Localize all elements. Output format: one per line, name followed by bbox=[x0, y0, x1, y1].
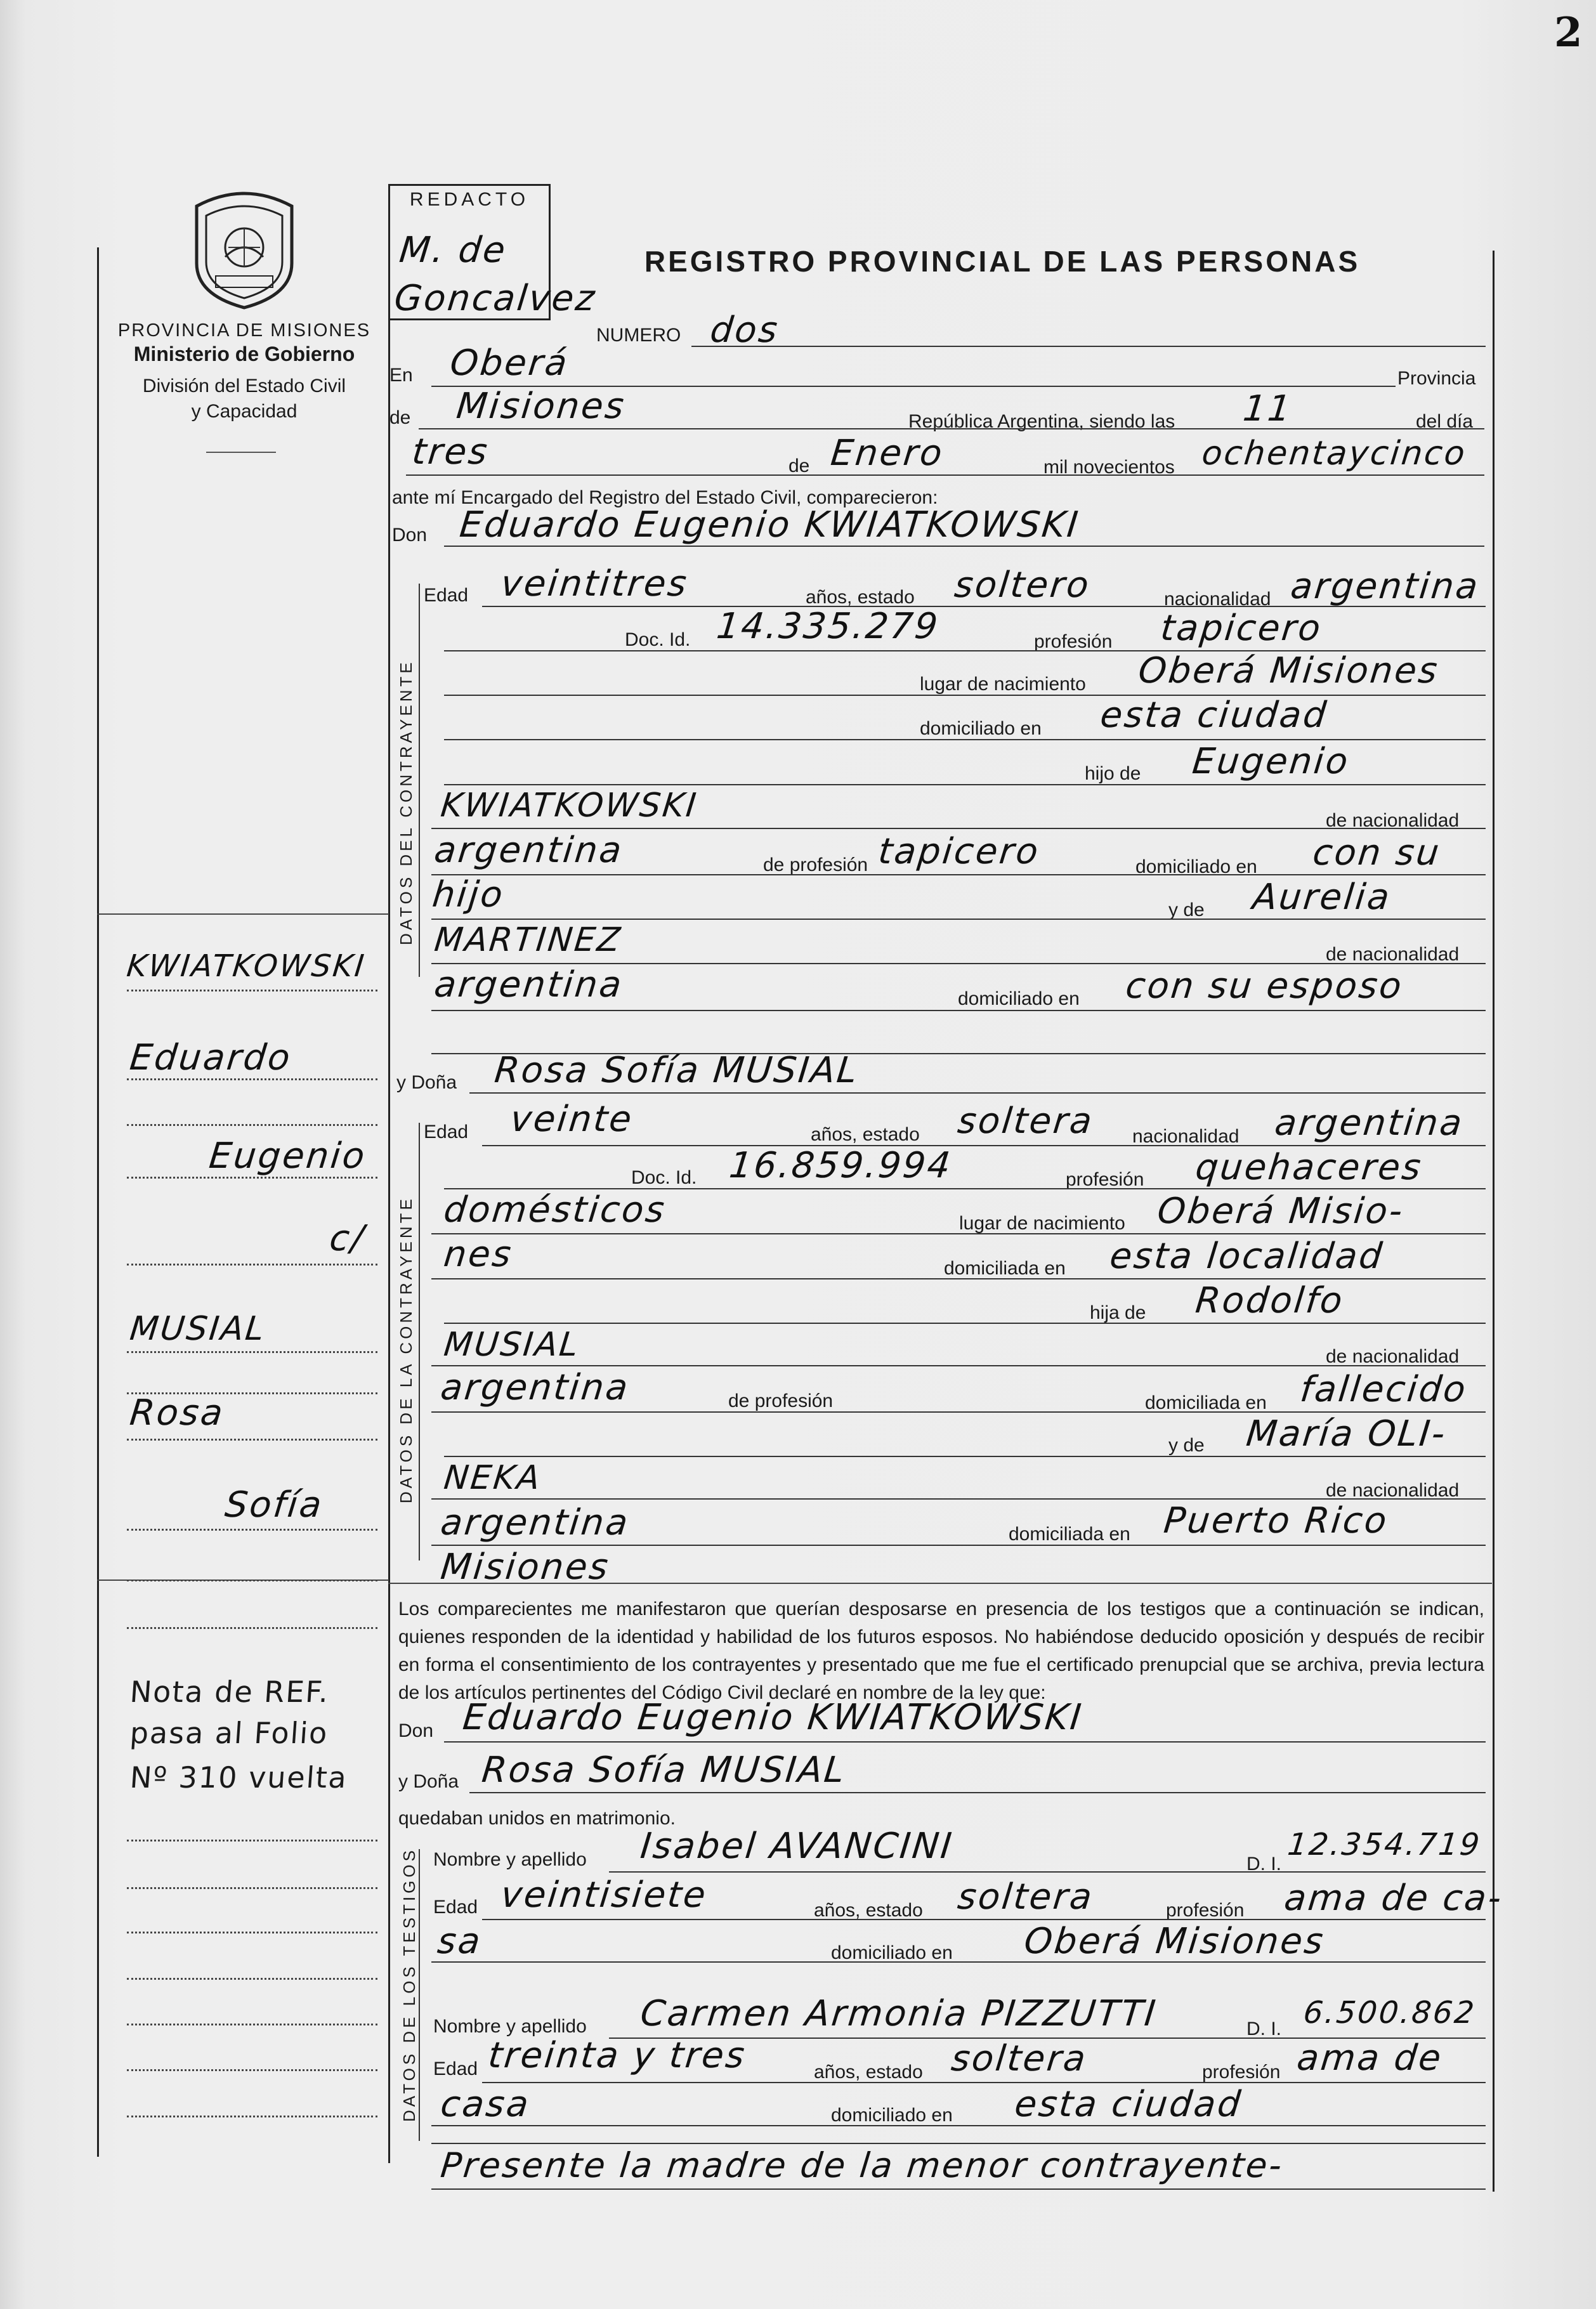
mil-label: mil novecientos bbox=[1043, 457, 1175, 478]
margin-dots-3 bbox=[127, 1124, 377, 1126]
f-nac-label: nacionalidad bbox=[1132, 1126, 1240, 1147]
inner-frame-line bbox=[388, 184, 390, 2163]
t2-di-label: D. I. bbox=[1246, 2018, 1282, 2039]
t2-prof-label: profesión bbox=[1202, 2062, 1281, 2083]
numero-line bbox=[691, 346, 1486, 347]
c-padre-nombre: Eugenio bbox=[1190, 741, 1352, 782]
t1-nombre-label: Nombre y apellido bbox=[433, 1849, 587, 1870]
margin-divider-1 bbox=[97, 913, 389, 915]
t1-nombre-value: Isabel AVANCINI bbox=[638, 1826, 956, 1867]
c-edad-value: veintitres bbox=[499, 563, 691, 605]
t2-dom-value: esta ciudad bbox=[1012, 2084, 1245, 2125]
margin-apellido-1: KWIATKOWSKI bbox=[125, 948, 368, 984]
t1-dom-line bbox=[431, 1961, 1486, 1963]
c-dom-value: esta ciudad bbox=[1098, 695, 1330, 736]
c-edad-line bbox=[482, 606, 1486, 607]
declaration-text: Los comparecientes me manifestaron que querían desposarse en presencia de los testigos que a continuación se indican, quienes responden de la identidad y habilidad de los futuros esposos. No habiéndose deducido oposición y después de recibir en forma el consentimiento de los contrayentes y presentado que me fue el certificado prenupcial que se archiva, previa lectura de los artículos pertinentes del Código Civil declaré en nombre de la ley que: bbox=[398, 1599, 1484, 1703]
document-title: REGISTRO PROVINCIAL DE LAS PERSONAS bbox=[644, 245, 1361, 278]
c-nac-label: nacionalidad bbox=[1164, 589, 1271, 610]
f-nac-value: argentina bbox=[1272, 1102, 1466, 1144]
t2-edad-label: Edad bbox=[433, 2058, 478, 2079]
f-de-nac-label-2: de nacionalidad bbox=[1326, 1480, 1460, 1501]
nota-final-line bbox=[431, 2188, 1486, 2190]
t2-prof-a: ama de bbox=[1295, 2038, 1445, 2079]
page-number: 2 bbox=[1554, 9, 1583, 56]
dona-line bbox=[469, 1092, 1486, 1094]
left-frame-line bbox=[97, 247, 99, 2157]
decl-dona-value: Rosa Sofía MUSIAL bbox=[480, 1750, 848, 1791]
f-padre-nac: argentina bbox=[438, 1367, 632, 1408]
t1-estado-value: soltera bbox=[955, 1876, 1096, 1918]
contrayenta-bracket bbox=[419, 1123, 420, 1560]
f-edad-line bbox=[482, 1145, 1486, 1146]
margin-dots-13 bbox=[127, 1887, 377, 1889]
t2-anos-label: años, estado bbox=[814, 2062, 923, 2083]
c-padre-dom-b: hijo bbox=[430, 874, 507, 915]
de-label: de bbox=[389, 407, 411, 428]
f-hija-line bbox=[444, 1323, 1486, 1324]
f-dom-label: domiciliada en bbox=[944, 1258, 1066, 1279]
f-madre-dom-label: domiciliada en bbox=[1009, 1524, 1130, 1545]
c-prof-value: tapicero bbox=[1158, 608, 1325, 649]
c-madre-dom-label: domiciliado en bbox=[958, 988, 1080, 1009]
c-prof-label: profesión bbox=[1034, 631, 1113, 652]
f-madre-nac-line bbox=[431, 1545, 1486, 1546]
dia-line bbox=[406, 474, 1484, 476]
dia-value: tres bbox=[410, 431, 492, 473]
don-value: Eduardo Eugenio KWIATKOWSKI bbox=[457, 504, 1082, 546]
t1-prof-label: profesión bbox=[1166, 1900, 1245, 1921]
f-prof-b: domésticos bbox=[442, 1189, 669, 1231]
t2-di-value: 6.500.862 bbox=[1302, 1995, 1478, 2031]
t1-prof-b: sa bbox=[435, 1921, 484, 1962]
c-madre-dom: con su esposo bbox=[1123, 965, 1406, 1007]
f-edad-label: Edad bbox=[424, 1122, 469, 1142]
c-padre-nac: argentina bbox=[432, 830, 625, 871]
f-lugar-b: nes bbox=[442, 1234, 515, 1275]
c-lugar-value: Oberá Misiones bbox=[1136, 650, 1441, 691]
margin-nota-3: Nº 310 vuelta bbox=[129, 1760, 349, 1795]
margin-nota-1: Nota de REF. bbox=[129, 1675, 331, 1709]
c-padre-apellido-line bbox=[431, 828, 1486, 829]
c-anos-label: años, estado bbox=[806, 587, 915, 608]
t1-di-value: 12.354.719 bbox=[1286, 1827, 1483, 1862]
margin-nota-2: pasa al Folio bbox=[129, 1716, 330, 1750]
t1-anos-label: años, estado bbox=[814, 1900, 923, 1921]
c-padre-dom-a: con su bbox=[1311, 832, 1443, 873]
margin-dots-18 bbox=[127, 2116, 377, 2117]
f-padre-nombre: Rodolfo bbox=[1193, 1280, 1346, 1321]
c-padre-dom-label: domiciliado en bbox=[1135, 856, 1257, 877]
c-hijo-line bbox=[444, 784, 1486, 785]
f-lugar-b-line bbox=[431, 1278, 1486, 1279]
c-madre-nombre: Aurelia bbox=[1250, 877, 1394, 918]
f-de-nac-label: de nacionalidad bbox=[1326, 1346, 1460, 1367]
t1-prof-a: ama de ca- bbox=[1282, 1878, 1505, 1919]
margin-apellido-2: MUSIAL bbox=[128, 1310, 268, 1348]
t1-di-label: D. I. bbox=[1246, 1854, 1282, 1874]
c-dom-line bbox=[444, 739, 1486, 740]
provincial-seal-icon bbox=[190, 187, 298, 311]
de-value: Misiones bbox=[454, 386, 628, 427]
margin-dots-12 bbox=[127, 1840, 377, 1841]
nota-final: Presente la madre de la menor contrayente- bbox=[438, 2145, 1286, 2185]
testigos-section-label: DATOS DE LOS TESTIGOS bbox=[400, 1847, 419, 2122]
f-madre-dom-b: Misiones bbox=[438, 1547, 612, 1588]
f-madre-nac: argentina bbox=[438, 1502, 632, 1543]
decl-closing: quedaban unidos en matrimonio. bbox=[398, 1808, 676, 1829]
anio-value: ochentaycinco bbox=[1200, 435, 1468, 473]
margin-dots-17 bbox=[127, 2069, 377, 2071]
f-prof-b-line bbox=[431, 1233, 1486, 1234]
margin-dots-15 bbox=[127, 1978, 377, 1980]
margin-dots-10 bbox=[127, 1580, 377, 1581]
t1-nombre-line bbox=[609, 1871, 1486, 1873]
margin-dots-1 bbox=[127, 990, 377, 991]
en-value: Oberá bbox=[448, 343, 571, 384]
t1-dom-label: domiciliado en bbox=[831, 1942, 953, 1963]
t2-estado-value: soltera bbox=[949, 2038, 1090, 2079]
division-line-2: y Capacidad bbox=[191, 401, 298, 422]
c-padre-apellido: KWIATKOWSKI bbox=[438, 787, 700, 825]
contrayente-bracket bbox=[419, 584, 420, 977]
t2-blank-line bbox=[431, 2143, 1486, 2144]
f-dom-value: esta localidad bbox=[1108, 1236, 1386, 1277]
c-y-de-label: y de bbox=[1168, 899, 1205, 920]
f-prof-a: quehaceres bbox=[1193, 1147, 1425, 1188]
dona-value: Rosa Sofía MUSIAL bbox=[492, 1050, 861, 1091]
t2-nombre-label: Nombre y apellido bbox=[433, 2016, 587, 2037]
c-estado-value: soltero bbox=[952, 565, 1093, 606]
f-madre-dom-a: Puerto Rico bbox=[1161, 1500, 1390, 1541]
f-madre-apellido-line bbox=[431, 1498, 1486, 1500]
margin-nombre-2b: Sofía bbox=[223, 1484, 325, 1526]
f-hija-label: hija de bbox=[1090, 1302, 1146, 1323]
decl-don-value: Eduardo Eugenio KWIATKOWSKI bbox=[461, 1697, 1085, 1738]
margin-nombre-1b: Eugenio bbox=[207, 1135, 369, 1177]
f-madre-apellido: NEKA bbox=[442, 1459, 544, 1497]
c-hijo-label: hijo de bbox=[1085, 763, 1141, 784]
c-lugar-label: lugar de nacimiento bbox=[920, 674, 1086, 695]
c-de-nac-label-2: de nacionalidad bbox=[1326, 944, 1460, 965]
ante-label: ante mí Encargado del Registro del Estado Civil, comparecieron: bbox=[392, 487, 938, 508]
decl-dona-line bbox=[469, 1792, 1486, 1793]
f-madre-line bbox=[444, 1456, 1486, 1457]
margin-dots-8 bbox=[127, 1439, 377, 1441]
f-padre-apellido: MUSIAL bbox=[442, 1326, 582, 1364]
redacto-name-2: Goncalvez bbox=[392, 278, 599, 319]
margin-dots-2 bbox=[127, 1078, 377, 1080]
margin-dots-16 bbox=[127, 2024, 377, 2025]
margin-dots-4 bbox=[127, 1177, 377, 1179]
margin-dots-11 bbox=[127, 1627, 377, 1629]
province-name: PROVINCIA DE MISIONES bbox=[117, 320, 371, 341]
margin-conector: c/ bbox=[327, 1218, 368, 1259]
del-dia-label: del día bbox=[1416, 411, 1474, 432]
f-doc-label: Doc. Id. bbox=[631, 1167, 697, 1188]
de-line bbox=[419, 428, 1484, 429]
ministry-name: Ministerio de Gobierno bbox=[133, 343, 355, 365]
c-doc-label: Doc. Id. bbox=[625, 629, 691, 650]
f-prof-label: profesión bbox=[1066, 1169, 1144, 1190]
republica-label: República Argentina, siendo las bbox=[908, 411, 1175, 432]
don-line bbox=[444, 546, 1484, 547]
f-edad-value: veinte bbox=[508, 1099, 636, 1140]
en-label: En bbox=[389, 365, 413, 386]
c-nac-value: argentina bbox=[1288, 566, 1482, 607]
c-padre-prof: tapicero bbox=[876, 831, 1042, 872]
t1-edad-line bbox=[482, 1919, 1486, 1920]
margin-dots-14 bbox=[127, 1932, 377, 1933]
f-doc-value: 16.859.994 bbox=[727, 1145, 955, 1186]
f-anos-label: años, estado bbox=[811, 1124, 920, 1145]
decl-dona-label: y Doña bbox=[398, 1771, 459, 1792]
margin-dots-6 bbox=[127, 1351, 377, 1353]
f-padre-nac-line bbox=[431, 1411, 1486, 1413]
don-label: Don bbox=[392, 525, 428, 546]
t2-nombre-value: Carmen Armonia PIZZUTTI bbox=[638, 1993, 1160, 2034]
t2-edad-value: treinta y tres bbox=[486, 2035, 749, 2076]
t2-dom-line bbox=[431, 2125, 1486, 2126]
c-doc-value: 14.335.279 bbox=[714, 606, 942, 647]
f-padre-apellido-line bbox=[431, 1365, 1486, 1366]
f-y-de-label: y de bbox=[1168, 1435, 1205, 1456]
dona-label: y Doña bbox=[396, 1072, 457, 1093]
provincia-label: Provincia bbox=[1397, 368, 1476, 389]
t1-edad-value: veintisiete bbox=[499, 1874, 710, 1916]
c-madre-dom-line bbox=[431, 1010, 1486, 1011]
t1-edad-label: Edad bbox=[433, 1897, 478, 1918]
c-edad-label: Edad bbox=[424, 585, 469, 606]
f-lugar-a: Oberá Misio- bbox=[1155, 1191, 1406, 1232]
c-madre-apellido: MARTINEZ bbox=[432, 921, 624, 959]
contrayenta-section-label: DATOS DE LA CONTRAYENTE bbox=[396, 1196, 415, 1503]
f-de-prof-label: de profesión bbox=[728, 1390, 834, 1411]
f-madre-nombre: María OLI- bbox=[1244, 1413, 1449, 1455]
redacto-label: REDACTO bbox=[409, 189, 530, 210]
t2-prof-b: casa bbox=[438, 2084, 533, 2125]
c-dom-label: domiciliado en bbox=[920, 718, 1042, 739]
numero-label: NUMERO bbox=[596, 325, 681, 346]
de-mes-label: de bbox=[788, 455, 810, 476]
c-madre-nac: argentina bbox=[432, 964, 625, 1005]
margin-nombre-1a: Eduardo bbox=[128, 1037, 294, 1078]
redacto-name-1: M. de bbox=[397, 230, 509, 271]
hora-value: 11 bbox=[1241, 388, 1295, 429]
contrayente-section-label: DATOS DEL CONTRAYENTE bbox=[396, 659, 415, 945]
mes-value: Enero bbox=[828, 433, 946, 474]
t1-dom-value: Oberá Misiones bbox=[1022, 1921, 1327, 1962]
margin-dots-5 bbox=[127, 1264, 377, 1266]
margin-dots-9 bbox=[127, 1529, 377, 1531]
f-padre-dom: fallecido bbox=[1298, 1369, 1470, 1410]
c-de-nac-label: de nacionalidad bbox=[1326, 810, 1460, 831]
decl-don-label: Don bbox=[398, 1720, 434, 1741]
c-de-prof-label: de profesión bbox=[763, 854, 868, 875]
numero-value: dos bbox=[708, 310, 782, 351]
t2-dom-label: domiciliado en bbox=[831, 2105, 953, 2126]
division-line-1: División del Estado Civil bbox=[142, 376, 346, 396]
margin-nombre-2a: Rosa bbox=[128, 1392, 227, 1434]
f-lugar-label: lugar de nacimiento bbox=[959, 1213, 1125, 1234]
c-madre-line bbox=[431, 919, 1486, 920]
c-padre-nac-line bbox=[431, 874, 1486, 875]
f-estado-value: soltera bbox=[955, 1101, 1096, 1142]
header-divider bbox=[206, 452, 276, 453]
t2-edad-line bbox=[482, 2082, 1486, 2083]
decl-don-line bbox=[444, 1741, 1486, 1743]
f-padre-dom-label: domiciliada en bbox=[1145, 1392, 1267, 1413]
